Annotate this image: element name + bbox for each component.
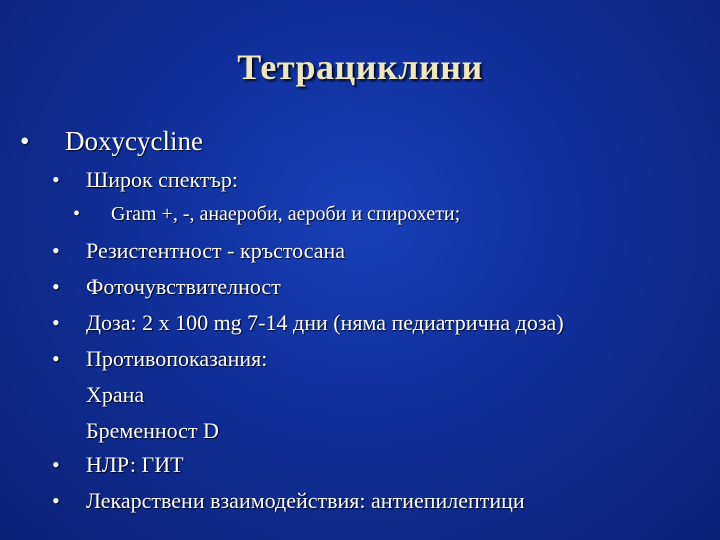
bullet-point: • [52, 310, 60, 335]
bullet-point: • [52, 274, 60, 299]
bullet-point: • [52, 346, 60, 371]
list-item-text: Широк спектър: [86, 167, 238, 192]
list-item-continuation [86, 418, 219, 444]
list-item-text: НЛР: ГИТ [86, 452, 184, 477]
slide-title: Тетрациклини [237, 47, 483, 87]
list-item-text: Лекарствени взаимодействия: антиепилептици [86, 488, 525, 513]
bullet-point: • [52, 488, 60, 513]
bullet-point: • [52, 167, 60, 192]
list-item-text: Фоточувствителност [86, 274, 281, 299]
list-item-text: Доза: 2 х 100 mg 7-14 дни (няма педиатрична доза) [86, 310, 564, 335]
bullet-point: • [52, 452, 60, 477]
list-item-text: Gram +, -, анаероби, аероби и спирохети; [111, 203, 461, 225]
bullet-point: • [52, 238, 60, 263]
bullet-text: Doxycycline [65, 126, 203, 156]
bullet-point: • [73, 203, 81, 225]
list-item-text: Противопоказания: [86, 346, 268, 371]
list-item-text: Резистентност - кръстосана [86, 238, 346, 263]
list-item-text: Бременност D [86, 418, 219, 443]
list-item-text: Храна [86, 382, 145, 407]
list-item-continuation [86, 382, 144, 408]
bullet-point: • [20, 126, 30, 156]
